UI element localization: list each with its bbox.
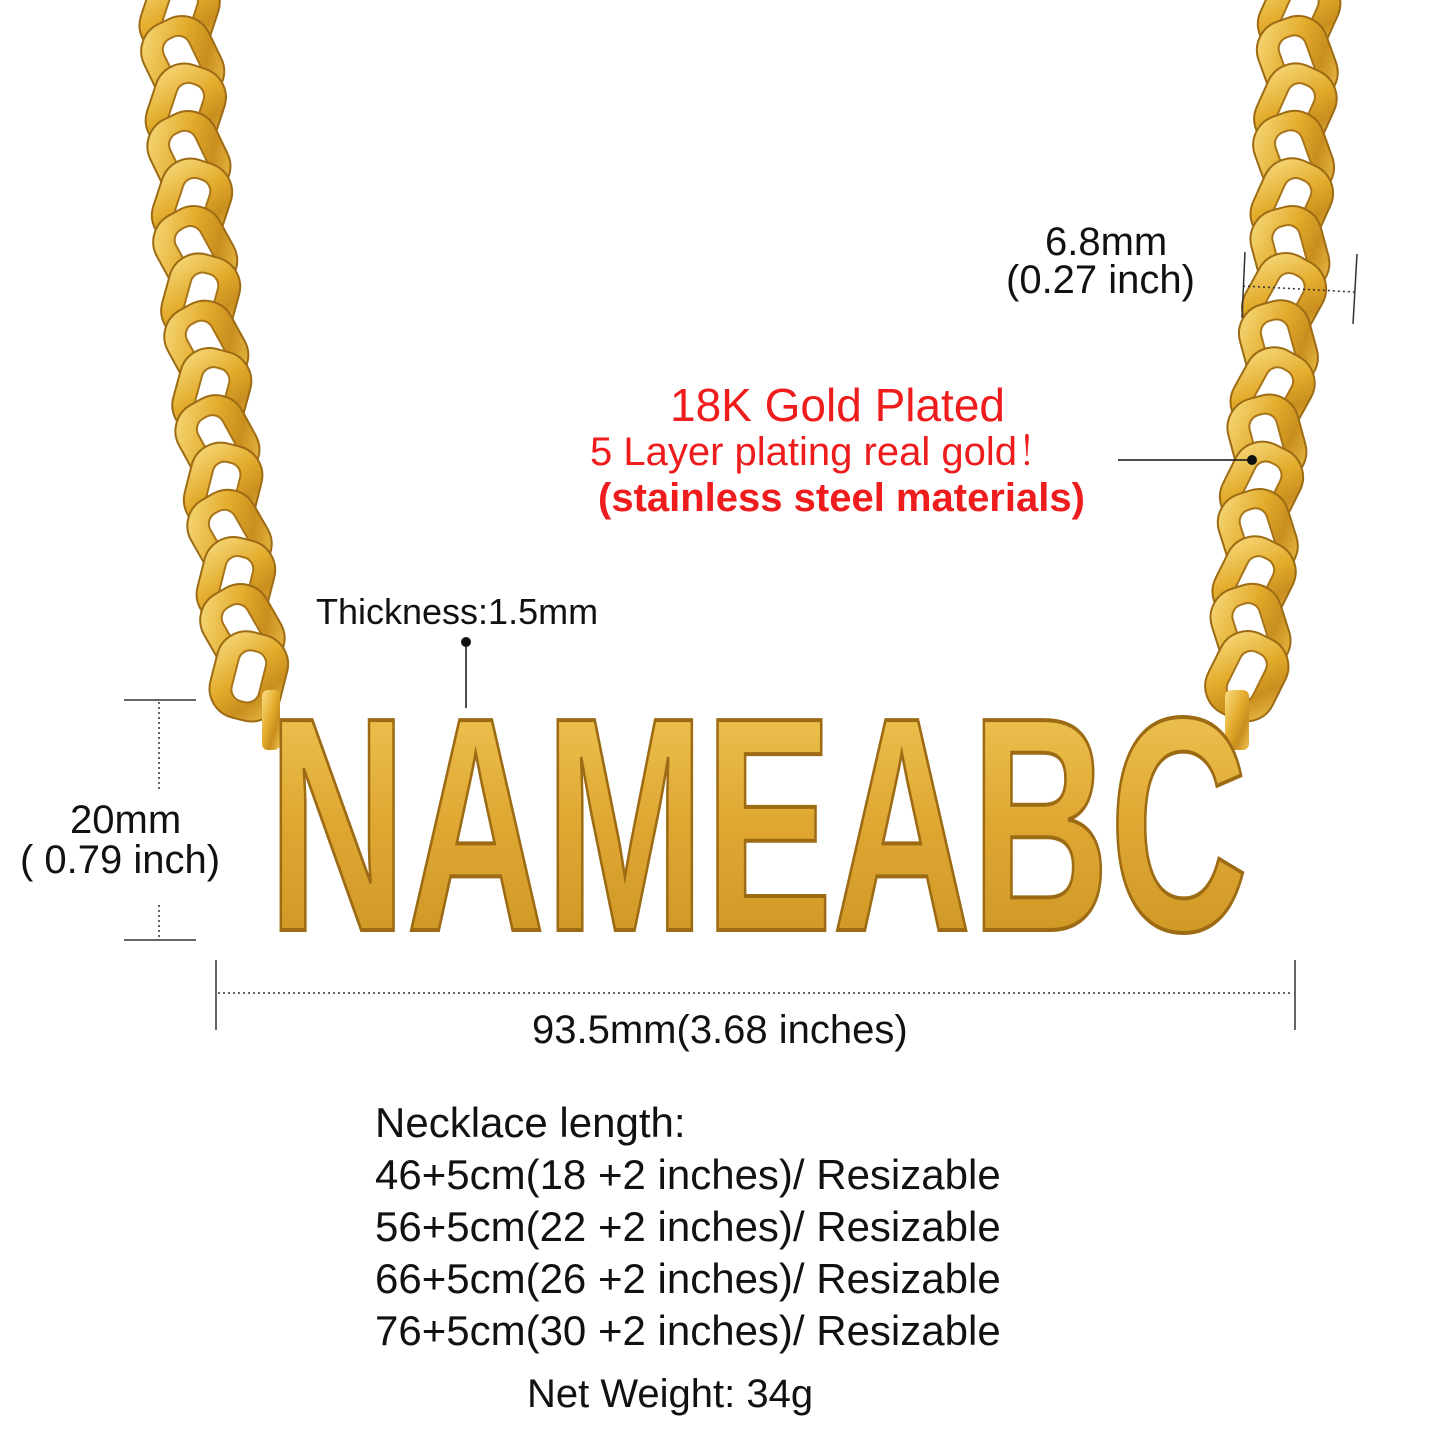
material-line-1: 5 Layer plating real gold！ xyxy=(590,430,1057,474)
thickness-label: Thickness:1.5mm xyxy=(316,591,599,632)
chain-width-mm: 6.8mm xyxy=(1045,220,1168,264)
height-inch: ( 0.79 inch) xyxy=(20,838,221,882)
height-mm: 20mm xyxy=(70,798,182,842)
net-weight: Net Weight: 34g xyxy=(527,1372,814,1416)
material-title: 18K Gold Plated xyxy=(670,379,1006,431)
length-option: 76+5cm(30 +2 inches)/ Resizable xyxy=(375,1307,1001,1354)
length-option: 46+5cm(18 +2 inches)/ Resizable xyxy=(375,1151,1001,1198)
width-label: 93.5mm(3.68 inches) xyxy=(532,1008,908,1052)
necklace-length-title: Necklace length: xyxy=(375,1099,686,1146)
material-line-2: (stainless steel materials) xyxy=(598,476,1085,520)
pendant-name-text: NAMEABC xyxy=(268,654,1248,995)
right-chain xyxy=(1195,0,1350,732)
length-option: 56+5cm(22 +2 inches)/ Resizable xyxy=(375,1203,1001,1250)
chain-width-inch: (0.27 inch) xyxy=(1006,258,1195,302)
left-chain xyxy=(131,0,295,728)
length-option: 66+5cm(26 +2 inches)/ Resizable xyxy=(375,1255,1001,1302)
name-pendant xyxy=(262,654,1249,995)
